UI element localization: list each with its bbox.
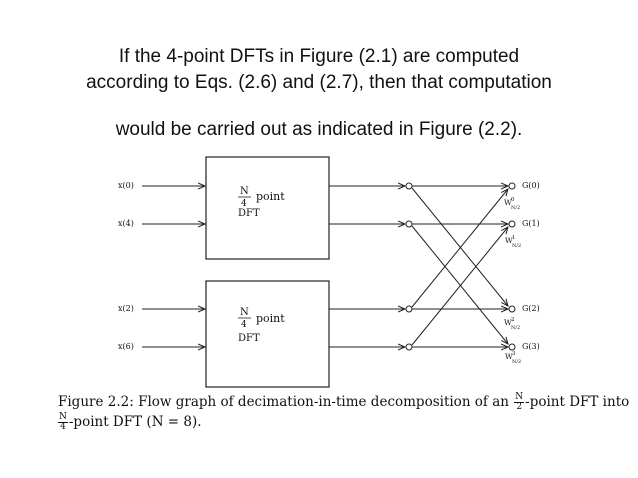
- block-top-sub: DFT: [238, 208, 260, 219]
- svg-text:3: 3: [512, 351, 516, 357]
- output-label-g0: G(0): [522, 181, 540, 190]
- svg-text:N/2: N/2: [511, 205, 521, 211]
- node-b0: [509, 183, 515, 189]
- intro-line-3: would be carried out as indicated in Figure (2.2).: [115, 119, 523, 140]
- caption-text-a: Flow graph of decimation-in-time decomposition of an: [138, 394, 509, 410]
- block-bottom-frac-num: N: [240, 307, 249, 318]
- svg-text:W: W: [504, 198, 512, 207]
- svg-text:W: W: [505, 236, 513, 245]
- input-label-x6: x(6): [118, 342, 134, 351]
- node-b2: [509, 306, 515, 312]
- block-top-word: point: [256, 190, 285, 203]
- output-label-g3: G(3): [522, 342, 540, 351]
- caption-frac-1-num: N: [515, 392, 524, 402]
- node-a0: [406, 183, 412, 189]
- node-a3: [406, 344, 412, 350]
- caption-frac-2-den: 4: [60, 422, 66, 432]
- dft-block-bottom: [206, 281, 329, 387]
- input-label-x4: x(4): [118, 219, 134, 228]
- branch-cross-3-1: [412, 227, 508, 345]
- dft-block-top: [206, 157, 329, 259]
- caption-frac-1: [514, 393, 524, 412]
- svg-text:W: W: [505, 352, 513, 361]
- node-a2: [406, 306, 412, 312]
- twiddle-factor-1: [505, 235, 521, 249]
- svg-text:0: 0: [511, 197, 515, 203]
- svg-text:W: W: [504, 318, 512, 327]
- node-b3: [509, 344, 515, 350]
- caption-frac-1-den: 2: [516, 402, 523, 412]
- caption-frac-2-num: N: [59, 412, 67, 422]
- twiddle-factor-3: [505, 351, 521, 365]
- caption-text-c: -point DFT (N = 8).: [68, 414, 202, 430]
- branch-cross-0-2: [412, 188, 508, 306]
- intro-line-1: If the 4-point DFTs in Figure (2.1) are computed: [118, 46, 520, 67]
- input-label-x2: x(2): [118, 304, 134, 313]
- block-bottom-frac-den: 4: [241, 320, 247, 330]
- svg-text:1: 1: [512, 235, 516, 241]
- block-bottom-sub: DFT: [238, 333, 260, 344]
- twiddle-factor-0: [504, 197, 520, 211]
- block-bottom-word: point: [256, 312, 285, 325]
- svg-text:N/2: N/2: [512, 243, 522, 249]
- intro-line-2: according to Eqs. (2.6) and (2.7), then that computation: [86, 72, 552, 93]
- node-b1: [509, 221, 515, 227]
- output-label-g1: G(1): [522, 219, 540, 228]
- figure-caption: [58, 392, 628, 432]
- node-a1: [406, 221, 412, 227]
- caption-text-b: -point DFT into: [525, 394, 630, 410]
- twiddle-factor-2: [504, 317, 520, 331]
- block-top-frac-num: N: [240, 186, 249, 197]
- branch-cross-2-0: [412, 189, 508, 307]
- input-label-x0: x(0): [118, 181, 134, 190]
- caption-frac-2: [58, 413, 68, 432]
- branch-cross-1-3: [412, 226, 508, 344]
- svg-text:2: 2: [511, 317, 515, 323]
- output-label-g2: G(2): [522, 304, 540, 313]
- caption-label: Figure 2.2:: [58, 394, 134, 410]
- svg-text:N/2: N/2: [511, 325, 521, 331]
- block-top-frac-den: 4: [241, 199, 247, 209]
- svg-text:N/2: N/2: [512, 359, 522, 365]
